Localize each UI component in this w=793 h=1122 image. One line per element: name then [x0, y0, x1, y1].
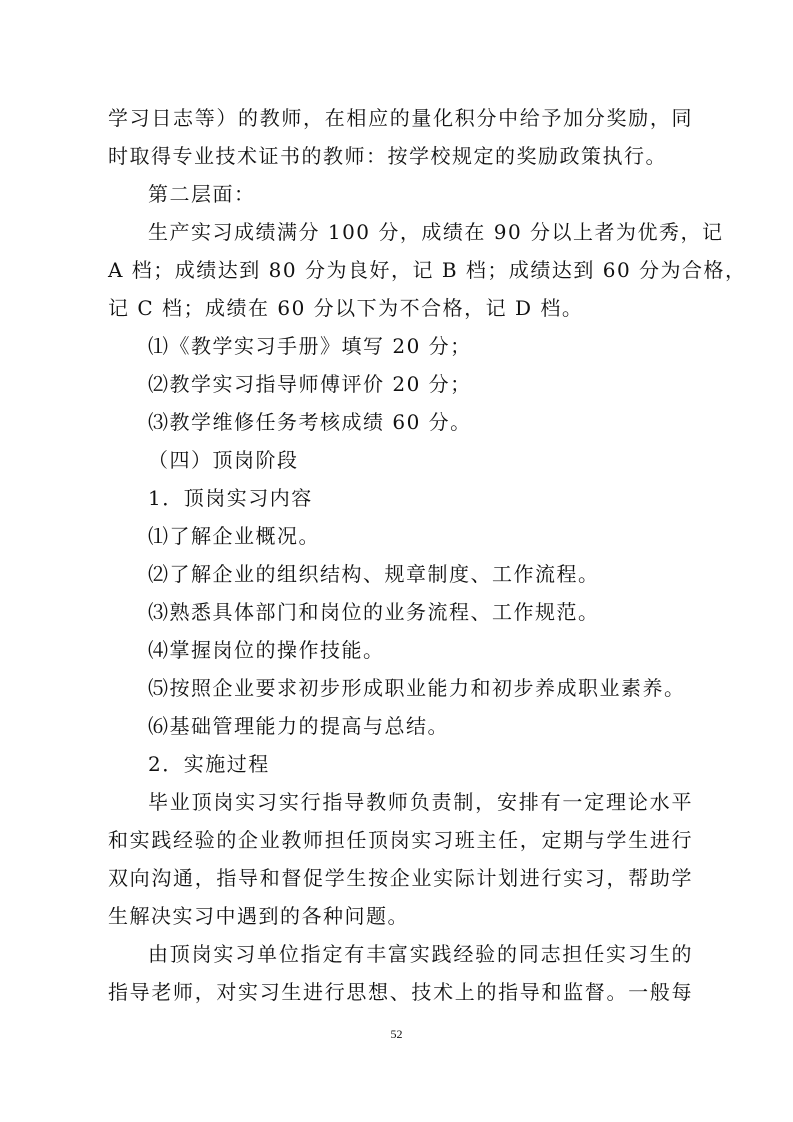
text-line: 和实践经验的企业教师担任顶岗实习班主任，定期与学生进行	[108, 828, 693, 852]
page-number: 52	[390, 1027, 403, 1041]
text-line: 指导老师，对实习生进行思想、技术上的指导和监督。一般每	[108, 980, 693, 1004]
list-item: ⑹基础管理能力的提高与总结。	[148, 714, 449, 738]
text-line: 学习日志等）的教师，在相应的量化积分中给予加分奖励，同	[108, 106, 693, 130]
text-line: 生解决实习中遇到的各种问题。	[108, 904, 409, 928]
text-line: 双向沟通，指导和督促学生按企业实际计划进行实习，帮助学	[108, 866, 693, 890]
text-line: 由顶岗实习单位指定有丰富实践经验的同志担任实习生的	[148, 942, 693, 966]
list-item: ⑸按照企业要求初步形成职业能力和初步养成职业素养。	[148, 676, 686, 700]
section-heading: 第二层面：	[148, 182, 256, 206]
text-line: 生产实习成绩满分 100 分，成绩在 90 分以上者为优秀，记	[148, 220, 724, 244]
text-line: A 档；成绩达到 80 分为良好，记 B 档；成绩达到 60 分为合格，	[108, 258, 747, 282]
section-heading: （四）顶岗阶段	[148, 448, 299, 472]
list-item: ⑷掌握岗位的操作技能。	[148, 638, 385, 662]
list-item: ⑴《教学实习手册》填写 20 分；	[148, 334, 472, 358]
list-item: ⑵了解企业的组织结构、规章制度、工作流程。	[148, 562, 600, 586]
subsection-heading: 1．顶岗实习内容	[148, 486, 313, 510]
list-item: ⑴了解企业概况。	[148, 524, 320, 548]
text-line: 时取得专业技术证书的教师：按学校规定的奖励政策执行。	[108, 144, 667, 168]
text-line: 记 C 档；成绩在 60 分以下为不合格，记 D 档。	[108, 296, 584, 320]
list-item: ⑶熟悉具体部门和岗位的业务流程、工作规范。	[148, 600, 600, 624]
text-line: 毕业顶岗实习实行指导教师负责制，安排有一定理论水平	[148, 790, 693, 814]
list-item: ⑵教学实习指导师傅评价 20 分；	[148, 372, 472, 396]
list-item: ⑶教学维修任务考核成绩 60 分。	[148, 410, 472, 434]
subsection-heading: 2．实施过程	[148, 752, 270, 776]
